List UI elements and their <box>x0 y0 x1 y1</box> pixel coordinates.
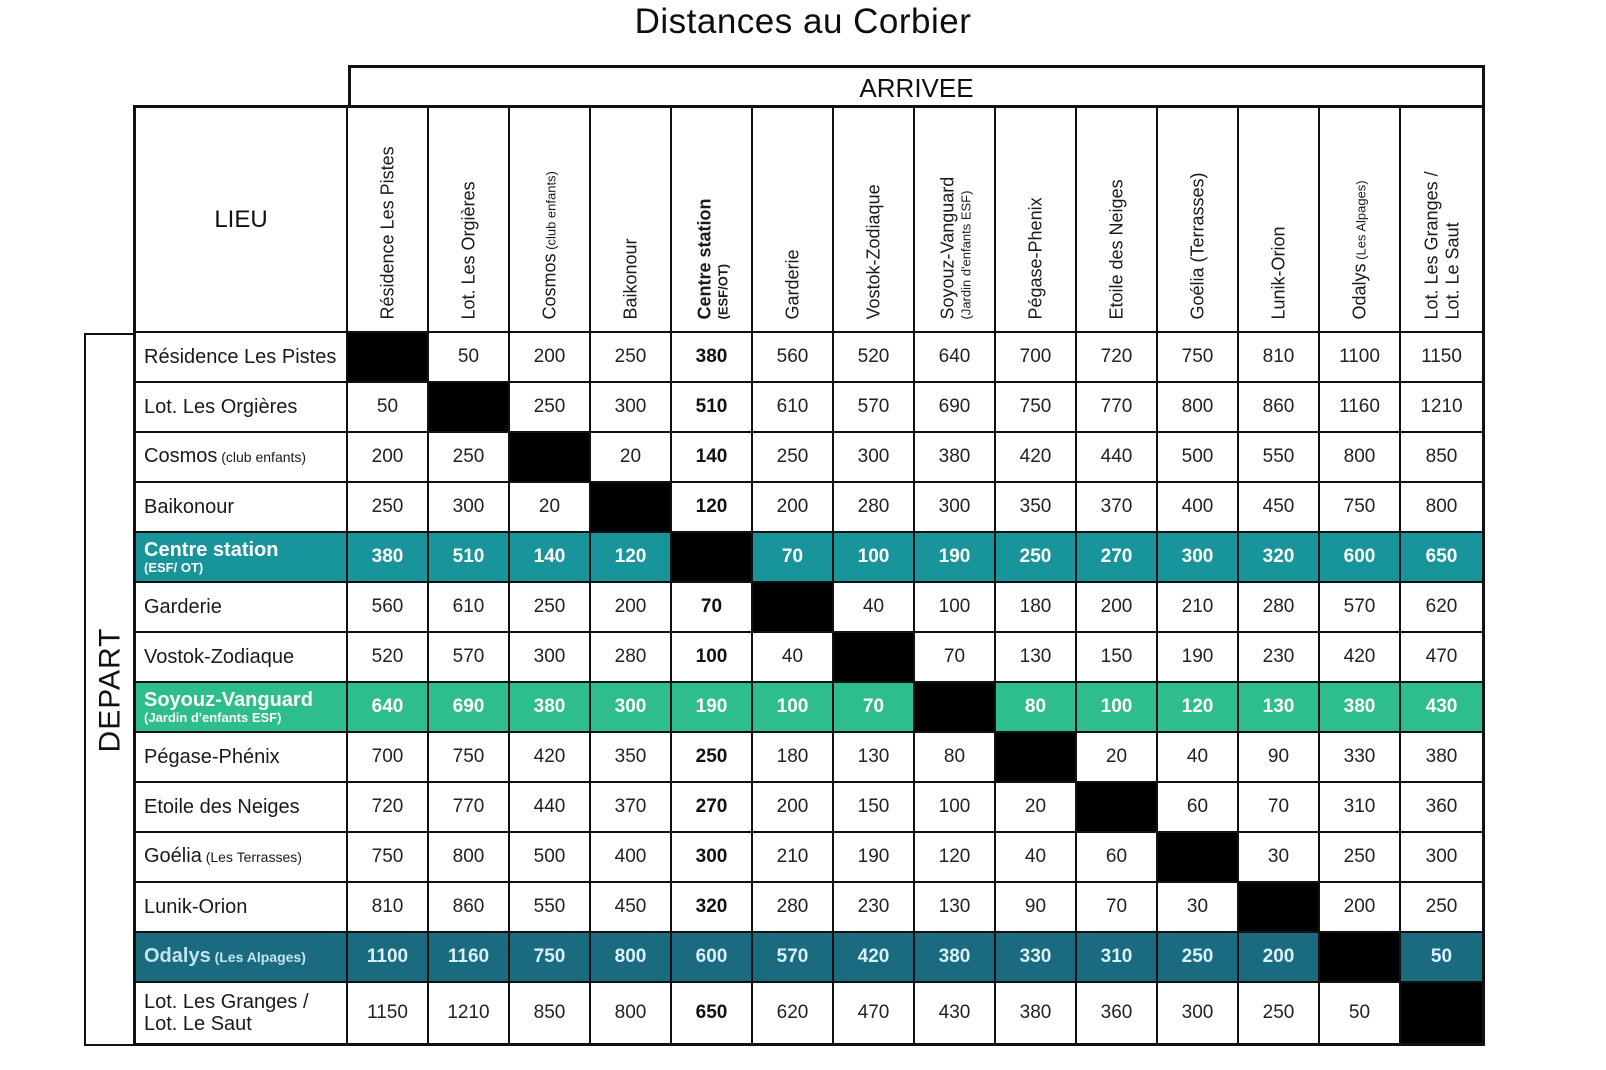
distance-cell: 300 <box>591 683 672 733</box>
distance-cell: 60 <box>1077 833 1158 883</box>
column-header-rotated-label <box>1159 110 1236 329</box>
column-header-rotated-label <box>1078 110 1155 329</box>
column-header-rotated-label <box>916 110 993 329</box>
distance-cell: 860 <box>1239 383 1320 433</box>
distance-cell: 370 <box>1077 483 1158 533</box>
label-text: Lot. Les Granges / <box>144 990 309 1013</box>
distance-cell: 1210 <box>1401 383 1482 433</box>
distance-cell: 380 <box>672 333 753 383</box>
distance-cell: 650 <box>1401 533 1482 583</box>
distance-cell: 520 <box>834 333 915 383</box>
distance-cell: 850 <box>1401 433 1482 483</box>
row-header <box>136 333 348 383</box>
distance-cell: 380 <box>996 983 1077 1043</box>
distance-cell: 80 <box>915 733 996 783</box>
distance-cell: 320 <box>1239 533 1320 583</box>
distance-cell: 130 <box>996 633 1077 683</box>
distance-cell: 100 <box>915 783 996 833</box>
label-text: Garderie <box>782 248 802 319</box>
distance-cell: 610 <box>753 383 834 433</box>
label-paren: (club enfants) <box>542 170 558 253</box>
distance-cell: 310 <box>1077 933 1158 983</box>
diagonal-cell <box>1239 883 1320 933</box>
column-header-rotated-label <box>835 110 912 329</box>
lieu-corner-cell <box>136 108 348 333</box>
distance-cell: 50 <box>429 333 510 383</box>
distance-cell: 420 <box>1320 633 1401 683</box>
distance-cell: 600 <box>1320 533 1401 583</box>
distance-cell: 650 <box>672 983 753 1043</box>
distance-cell: 300 <box>1158 983 1239 1043</box>
distance-cell: 810 <box>1239 333 1320 383</box>
distance-cell: 30 <box>1239 833 1320 883</box>
distance-cell: 150 <box>1077 633 1158 683</box>
column-header <box>348 108 429 333</box>
distance-cell: 800 <box>1401 483 1482 533</box>
distance-cell: 450 <box>591 883 672 933</box>
distance-cell: 130 <box>834 733 915 783</box>
column-header-rotated-label <box>1403 110 1480 329</box>
distance-cell: 250 <box>429 433 510 483</box>
distance-cell: 300 <box>591 383 672 433</box>
distance-cell: 750 <box>996 383 1077 433</box>
distance-cell: 1160 <box>1320 383 1401 433</box>
distance-table <box>133 105 1485 1046</box>
distance-cell: 750 <box>1158 333 1239 383</box>
distance-cell: 120 <box>672 483 753 533</box>
label-subtext: Lot. Le Saut <box>1441 221 1462 319</box>
lieu-label: LIEU <box>214 205 268 233</box>
distance-cell: 860 <box>429 883 510 933</box>
diagonal-cell <box>510 433 591 483</box>
row-header <box>136 733 348 783</box>
distance-cell: 180 <box>753 733 834 783</box>
distance-cell: 330 <box>996 933 1077 983</box>
distance-cell: 450 <box>1239 483 1320 533</box>
distance-cell: 300 <box>1401 833 1482 883</box>
distance-cell: 360 <box>1401 783 1482 833</box>
label-text: Résidence Les Pistes <box>377 145 397 319</box>
column-header-rotated-label <box>592 110 669 329</box>
distance-cell: 280 <box>834 483 915 533</box>
column-header <box>1320 108 1401 333</box>
distance-cell: 770 <box>1077 383 1158 433</box>
label-text: Pégase-Phénix <box>144 745 280 768</box>
row-header <box>136 683 348 733</box>
distance-cell: 380 <box>915 933 996 983</box>
distance-cell: 380 <box>510 683 591 733</box>
label-text: Garderie <box>144 595 222 618</box>
distance-cell: 800 <box>591 933 672 983</box>
distance-cell: 270 <box>672 783 753 833</box>
distance-cell: 250 <box>996 533 1077 583</box>
distance-cell: 560 <box>753 333 834 383</box>
distance-cell: 50 <box>1320 983 1401 1043</box>
distance-cell: 610 <box>429 583 510 633</box>
column-header <box>915 108 996 333</box>
label-paren: (Les Alpages) <box>1352 179 1368 263</box>
distance-cell: 30 <box>1158 883 1239 933</box>
row-header <box>136 833 348 883</box>
distance-cell: 500 <box>510 833 591 883</box>
distance-cell: 120 <box>591 533 672 583</box>
distance-cell: 470 <box>1401 633 1482 683</box>
distance-cell: 70 <box>1077 883 1158 933</box>
label-paren: (Les Terrasses) <box>201 849 302 865</box>
column-header-rotated-label <box>997 110 1074 329</box>
distance-cell: 1150 <box>1401 333 1482 383</box>
distance-cell: 100 <box>834 533 915 583</box>
page-title: Distances au Corbier <box>634 2 972 41</box>
distance-cell: 800 <box>1158 383 1239 433</box>
distance-cell: 360 <box>1077 983 1158 1043</box>
distance-cell: 200 <box>753 483 834 533</box>
label-text: Centre station <box>693 197 714 319</box>
distance-cell: 570 <box>1320 583 1401 633</box>
distance-cell: 40 <box>834 583 915 633</box>
distance-cell: 200 <box>1239 933 1320 983</box>
column-header <box>834 108 915 333</box>
label-text: Lot. Les Orgières <box>144 395 298 418</box>
label-text: Etoile des Neiges <box>1106 178 1126 319</box>
depart-label: DEPART <box>92 627 126 752</box>
distance-cell: 700 <box>996 333 1077 383</box>
label-text: Lot. Les Orgières <box>458 180 478 319</box>
distance-cell: 850 <box>510 983 591 1043</box>
label-paren: (club enfants) <box>217 449 307 465</box>
distance-cell: 200 <box>753 783 834 833</box>
column-header-rotated-label <box>673 110 750 329</box>
label-text: Goélia (Les Terrasses) <box>144 845 302 867</box>
column-header <box>1158 108 1239 333</box>
column-header-rotated-label <box>349 110 426 329</box>
distance-cell: 690 <box>915 383 996 433</box>
row-header <box>136 383 348 433</box>
distance-cell: 420 <box>834 933 915 983</box>
distance-cell: 300 <box>429 483 510 533</box>
column-header <box>591 108 672 333</box>
distance-cell: 570 <box>753 933 834 983</box>
distance-cell: 800 <box>429 833 510 883</box>
distance-cell: 690 <box>429 683 510 733</box>
column-header-rotated-label <box>1240 110 1317 329</box>
distance-cell: 40 <box>753 633 834 683</box>
distance-cell: 620 <box>1401 583 1482 633</box>
distance-cell: 80 <box>996 683 1077 733</box>
distance-cell: 1210 <box>429 983 510 1043</box>
distance-cell: 190 <box>672 683 753 733</box>
distance-cell: 180 <box>996 583 1077 633</box>
diagonal-cell <box>753 583 834 633</box>
column-header <box>1239 108 1320 333</box>
distance-cell: 250 <box>510 583 591 633</box>
distance-cell: 1150 <box>348 983 429 1043</box>
distance-cell: 40 <box>1158 733 1239 783</box>
distance-cell: 140 <box>510 533 591 583</box>
distance-cell: 560 <box>348 583 429 633</box>
label-text: Lunik-Orion <box>144 895 248 918</box>
label-text: Soyouz-Vanguard <box>936 176 957 319</box>
column-header <box>1077 108 1158 333</box>
distance-cell: 230 <box>1239 633 1320 683</box>
distance-cell: 130 <box>915 883 996 933</box>
distance-cell: 70 <box>834 683 915 733</box>
arrivee-label: ARRIVEE <box>859 72 974 103</box>
distance-cell: 230 <box>834 883 915 933</box>
distance-cell: 200 <box>348 433 429 483</box>
diagonal-cell <box>834 633 915 683</box>
column-header <box>429 108 510 333</box>
distance-cell: 70 <box>672 583 753 633</box>
distance-cell: 100 <box>753 683 834 733</box>
column-header <box>1401 108 1482 333</box>
distance-cell: 200 <box>1320 883 1401 933</box>
distance-cell: 430 <box>1401 683 1482 733</box>
label-text: Lunik-Orion <box>1268 225 1288 319</box>
distance-cell: 750 <box>510 933 591 983</box>
distance-cell: 250 <box>1239 983 1320 1043</box>
distance-cell: 800 <box>591 983 672 1043</box>
distance-cell: 400 <box>591 833 672 883</box>
distance-cell: 190 <box>1158 633 1239 683</box>
distance-cell: 500 <box>1158 433 1239 483</box>
distance-cell: 600 <box>672 933 753 983</box>
distance-cell: 40 <box>996 833 1077 883</box>
distance-cell: 100 <box>915 583 996 633</box>
distance-cell: 800 <box>1320 433 1401 483</box>
distance-cell: 330 <box>1320 733 1401 783</box>
distance-cell: 1100 <box>1320 333 1401 383</box>
diagonal-cell <box>1320 933 1401 983</box>
distance-cell: 310 <box>1320 783 1401 833</box>
distance-cell: 440 <box>1077 433 1158 483</box>
label-subtext: (Jardin d'enfants ESF) <box>144 709 282 725</box>
distance-cell: 300 <box>834 433 915 483</box>
distance-cell: 380 <box>348 533 429 583</box>
distance-cell: 380 <box>1320 683 1401 733</box>
label-subtext: (ESF/OT) <box>714 263 730 319</box>
distance-cell: 640 <box>348 683 429 733</box>
distance-cell: 250 <box>1401 883 1482 933</box>
distance-cell: 200 <box>1077 583 1158 633</box>
label-text: Pégase-Phenix <box>1025 196 1045 319</box>
label-text: Vostok-Zodiaque <box>863 183 883 319</box>
distance-cell: 300 <box>672 833 753 883</box>
distance-cell: 720 <box>1077 333 1158 383</box>
row-header <box>136 483 348 533</box>
distance-cell: 350 <box>996 483 1077 533</box>
distance-cell: 810 <box>348 883 429 933</box>
distance-cell: 210 <box>753 833 834 883</box>
label-text: Cosmos (club enfants) <box>538 170 559 319</box>
distance-cell: 280 <box>753 883 834 933</box>
distance-cell: 370 <box>591 783 672 833</box>
diagonal-cell <box>1158 833 1239 883</box>
distance-cell: 20 <box>510 483 591 533</box>
distance-cell: 50 <box>1401 933 1482 983</box>
distance-cell: 570 <box>834 383 915 433</box>
row-header <box>136 633 348 683</box>
label-subtext: (Jardin d'enfants ESF) <box>957 190 973 319</box>
distance-cell: 280 <box>1239 583 1320 633</box>
distance-cell: 250 <box>1320 833 1401 883</box>
distance-cell: 200 <box>510 333 591 383</box>
column-header-rotated-label <box>754 110 831 329</box>
distance-cell: 20 <box>591 433 672 483</box>
distance-cell: 250 <box>591 333 672 383</box>
distance-cell: 1100 <box>348 933 429 983</box>
distance-cell: 70 <box>1239 783 1320 833</box>
column-header-rotated-label <box>1321 110 1398 329</box>
distance-cell: 400 <box>1158 483 1239 533</box>
distance-cell: 270 <box>1077 533 1158 583</box>
diagonal-cell <box>996 733 1077 783</box>
distance-cell: 700 <box>348 733 429 783</box>
row-header <box>136 783 348 833</box>
distance-cell: 150 <box>834 783 915 833</box>
distance-cell: 250 <box>1158 933 1239 983</box>
distance-cell: 750 <box>429 733 510 783</box>
distance-cell: 520 <box>348 633 429 683</box>
distance-cell: 550 <box>510 883 591 933</box>
distance-cell: 190 <box>915 533 996 583</box>
row-header <box>136 533 348 583</box>
distance-cell: 90 <box>996 883 1077 933</box>
label-text: Cosmos (club enfants) <box>144 445 307 467</box>
label-text: Odalys (Les Alpages) <box>1348 179 1369 319</box>
row-header <box>136 583 348 633</box>
distance-cell: 380 <box>915 433 996 483</box>
distance-cell: 250 <box>753 433 834 483</box>
label-text: Centre station <box>144 538 279 561</box>
distance-cell: 570 <box>429 633 510 683</box>
label-text: Etoile des Neiges <box>144 795 300 818</box>
distance-cell: 510 <box>672 383 753 433</box>
column-header-rotated-label <box>511 110 588 329</box>
diagonal-cell <box>1401 983 1482 1043</box>
distance-cell: 420 <box>510 733 591 783</box>
distance-cell: 750 <box>348 833 429 883</box>
distance-cell: 120 <box>1158 683 1239 733</box>
distance-cell: 20 <box>996 783 1077 833</box>
distance-cell: 190 <box>834 833 915 883</box>
column-header <box>753 108 834 333</box>
diagonal-cell <box>591 483 672 533</box>
diagonal-cell <box>429 383 510 433</box>
column-header <box>996 108 1077 333</box>
arrivee-header <box>348 65 1485 108</box>
diagonal-cell <box>915 683 996 733</box>
distance-cell: 620 <box>753 983 834 1043</box>
label-text: Goélia (Terrasses) <box>1187 171 1207 319</box>
label-text: Lot. Les Granges / <box>1420 170 1441 319</box>
label-text: Baikonour <box>620 237 640 319</box>
distance-cell: 20 <box>1077 733 1158 783</box>
label-subtext: (ESF/ OT) <box>144 559 204 575</box>
distance-cell: 420 <box>996 433 1077 483</box>
distance-cell: 100 <box>672 633 753 683</box>
distance-cell: 100 <box>1077 683 1158 733</box>
distance-cell: 1160 <box>429 933 510 983</box>
distance-cell: 770 <box>429 783 510 833</box>
label-text: Soyouz-Vanguard <box>144 688 313 711</box>
row-header <box>136 983 348 1043</box>
label-paren: (Les Alpages) <box>210 949 306 965</box>
distance-cell: 140 <box>672 433 753 483</box>
distance-cell: 130 <box>1239 683 1320 733</box>
distance-cell: 430 <box>915 983 996 1043</box>
row-header <box>136 433 348 483</box>
distance-cell: 210 <box>1158 583 1239 633</box>
row-header <box>136 933 348 983</box>
distance-cell: 550 <box>1239 433 1320 483</box>
distance-cell: 640 <box>915 333 996 383</box>
row-header <box>136 883 348 933</box>
distance-cell: 350 <box>591 733 672 783</box>
distance-cell: 320 <box>672 883 753 933</box>
distance-cell: 120 <box>915 833 996 883</box>
distance-cell: 200 <box>591 583 672 633</box>
distance-cell: 280 <box>591 633 672 683</box>
distance-cell: 300 <box>915 483 996 533</box>
column-header <box>672 108 753 333</box>
distance-cell: 70 <box>915 633 996 683</box>
distance-cell: 50 <box>348 383 429 433</box>
diagonal-cell <box>672 533 753 583</box>
distance-cell: 720 <box>348 783 429 833</box>
diagonal-cell <box>1077 783 1158 833</box>
depart-header <box>84 333 133 1046</box>
distance-cell: 510 <box>429 533 510 583</box>
column-header <box>510 108 591 333</box>
label-text: Baikonour <box>144 495 235 518</box>
distance-cell: 250 <box>510 383 591 433</box>
distance-cell: 440 <box>510 783 591 833</box>
label-text: Odalys (Les Alpages) <box>144 945 306 967</box>
distance-cell: 60 <box>1158 783 1239 833</box>
label-text: Vostok-Zodiaque <box>144 645 295 668</box>
distance-cell: 470 <box>834 983 915 1043</box>
distance-cell: 70 <box>753 533 834 583</box>
diagonal-cell <box>348 333 429 383</box>
distance-cell: 750 <box>1320 483 1401 533</box>
distance-cell: 380 <box>1401 733 1482 783</box>
label-subtext: Lot. Le Saut <box>144 1012 252 1035</box>
column-header-rotated-label <box>430 110 507 329</box>
distance-cell: 300 <box>1158 533 1239 583</box>
distance-cell: 250 <box>672 733 753 783</box>
distance-cell: 90 <box>1239 733 1320 783</box>
distance-cell: 300 <box>510 633 591 683</box>
distance-cell: 250 <box>348 483 429 533</box>
label-text: Résidence Les Pistes <box>144 345 337 368</box>
